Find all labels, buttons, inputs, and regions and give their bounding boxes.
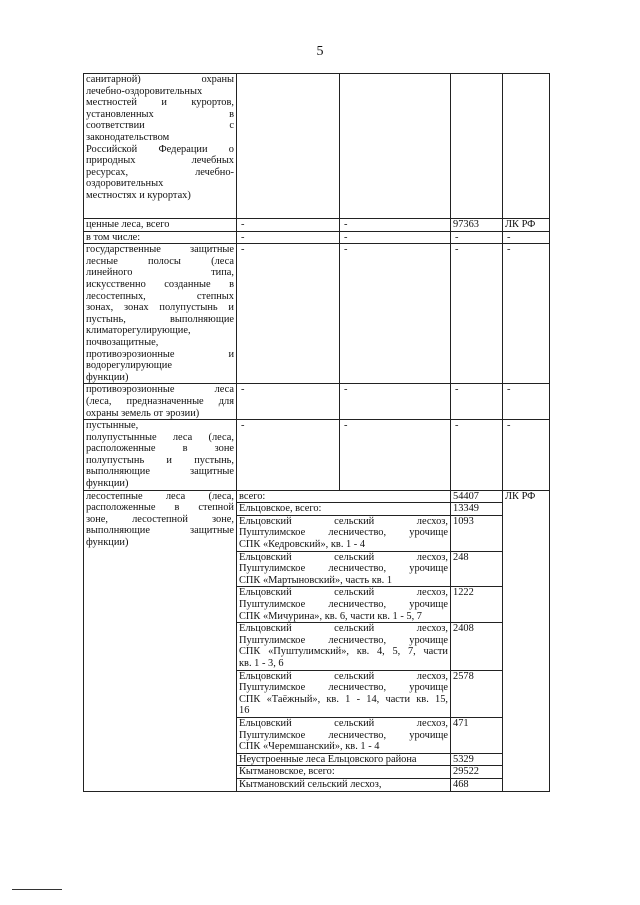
text-line: Ельцовский сельский лесхоз, [239,515,448,527]
location-cell [237,766,451,779]
dash-cell: - [340,384,451,420]
text-line: СПК «Пуштулимский», кв. 4, 5, 7, части [239,646,448,658]
area-cell: 5329 [451,753,503,766]
area-cell: 29522 [451,766,503,779]
basis-cell: ЛК РФ [503,219,550,232]
text-line: зонах, зонах полупустынь и [86,302,234,314]
text-line: Кытмановское, всего: [239,766,335,778]
area-cell: 468 [451,778,503,791]
text-line: Кытмановский сельский лесхоз, [239,778,382,790]
text-line: водорегулирующие [86,360,172,372]
forest-table [83,73,550,792]
dash-cell: - [503,420,550,491]
category-cell: ценные леса, всего [84,219,237,232]
location-cell [237,551,451,587]
text-line: Российской Федерации о [86,143,234,155]
text-line: расположенные в степной [86,502,234,514]
dash-cell: - [451,420,503,491]
text-line: Неустроенные леса Ельцовского района [239,753,417,765]
text-line: СПК «Мартыновский», часть кв. 1 [239,574,393,586]
category-cell [84,490,237,791]
location-cell [237,623,451,670]
location-cell [237,515,451,551]
footer-rule [12,889,62,890]
location-cell [237,490,451,503]
area-cell: 471 [451,717,503,753]
dash-cell: - [451,231,503,244]
dash-cell: - [451,244,503,384]
location-cell [237,503,451,516]
text-line: зоне, лесостепной зоне, [86,513,234,525]
text-line: функции) [86,537,129,549]
text-line: лечебно-оздоровительных [86,85,203,97]
dash-cell: - [503,384,550,420]
text-line: пустынь, выполняющие [86,313,234,325]
text-line: санитарной) охраны [86,74,234,85]
text-line: Пуштулимское лесничество, урочище [239,634,448,646]
table-row [84,231,550,244]
text-line: функции) [86,478,129,490]
area-cell: 13349 [451,503,503,516]
text-line: кв. 1 - 3, 6 [239,657,284,669]
dash-cell: - [503,231,550,244]
text-line: Пуштулимское лесничество, урочище [239,527,448,539]
area-cell: 1222 [451,587,503,623]
text-line: расположенные в зоне [86,443,234,455]
text-line: почвозащитные, [86,336,159,348]
dash-cell: - [237,244,340,384]
text-line: Ельцовский сельский лесхоз, [239,587,448,599]
dash-cell: - [340,420,451,491]
text-line: СПК «Таёжный», кв. 1 - 14, части кв. 15, [239,693,448,705]
text-line: Ельцовский сельский лесхоз, [239,623,448,635]
dash-cell: - [237,231,340,244]
text-line: Пуштулимское лесничество, урочище [239,563,448,575]
dash-cell: - [237,420,340,491]
dash-cell: - [340,244,451,384]
text-line: СПК «Мичурина», кв. 6, части кв. 1 - 5, 7 [239,610,422,622]
table-row [84,219,550,232]
page-number: 5 [316,44,324,59]
area-cell: 1093 [451,515,503,551]
dash-cell: - [237,219,340,232]
dash-cell: - [503,244,550,384]
text-line: Ельцовский сельский лесхоз, [239,551,448,563]
location-cell [237,753,451,766]
text-line: (леса, предназначенные для [86,395,234,407]
dash-cell: - [340,219,451,232]
table-row [84,384,550,420]
text-line: Пуштулимское лесничество, урочище [239,729,448,741]
location-cell [237,670,451,717]
text-line: выполняющие защитные [86,466,234,478]
area-cell: 54407 [451,490,503,503]
dash-cell: - [340,231,451,244]
text-line: выполняющие защитные [86,525,234,537]
text-line: Пуштулимское лесничество, урочище [239,682,448,694]
table-row [84,490,550,503]
text-line: ресурсах, лечебно- [86,166,234,178]
text-line: полупустынь и пустынь, [86,454,234,466]
location-cell [237,778,451,791]
basis-cell: ЛК РФ [503,490,550,791]
text-line: Ельцовский сельский лесхоз, [239,717,448,729]
table-row [84,244,550,384]
text-line: установленных в [86,108,234,120]
text-line: местностях и курортах) [86,189,191,201]
text-line: государственные защитные [86,244,234,256]
dash-cell: - [237,384,340,420]
category-cell: в том числе: [84,231,237,244]
category-cell [84,244,237,384]
area-cell: 2578 [451,670,503,717]
location-cell [237,717,451,753]
text-line: природных лечебных [86,155,234,167]
category-cell [84,384,237,420]
text-line: соответствии с [86,120,234,132]
text-line: оздоровительных [86,178,164,190]
text-line: СПК «Кедровский», кв. 1 - 4 [239,539,366,551]
text-line: линейного типа, [86,267,234,279]
text-line: лесостепные леса (леса, [86,490,234,502]
text-line: законодательством [86,131,170,143]
area-cell: 2408 [451,623,503,670]
location-cell [237,587,451,623]
text-line: противоэрозионные леса [86,384,234,396]
text-line: Ельцовский сельский лесхоз, [239,670,448,682]
text-line: функции) [86,371,129,383]
text-line: лесные полосы (леса [86,255,234,267]
area-cell: 97363 [451,219,503,232]
dash-cell: - [451,384,503,420]
table-row [84,74,550,219]
text-line: Пуштулимское лесничество, урочище [239,599,448,610]
text-line: пустынные, [86,420,139,432]
category-cell [84,420,237,491]
table-row [84,420,550,491]
text-line: полупустынные леса (леса, [86,431,234,443]
area-cell: 248 [451,551,503,587]
text-line: Ельцовское, всего: [239,503,322,515]
text-line: климаторегулирующие, [86,325,191,337]
text-line: 16 [239,705,250,717]
text-line: СПК «Черемшанский», кв. 1 - 4 [239,741,380,753]
text-line: противоэрозионные и [86,348,234,360]
text-line: местностей и курортов, [86,97,234,109]
text-line: искусственно созданные в [86,278,234,290]
text-line: всего: [239,490,266,502]
category-cell [84,74,237,219]
text-line: лесостепных, степных [86,290,234,302]
text-line: охраны земель от эрозии) [86,407,200,419]
